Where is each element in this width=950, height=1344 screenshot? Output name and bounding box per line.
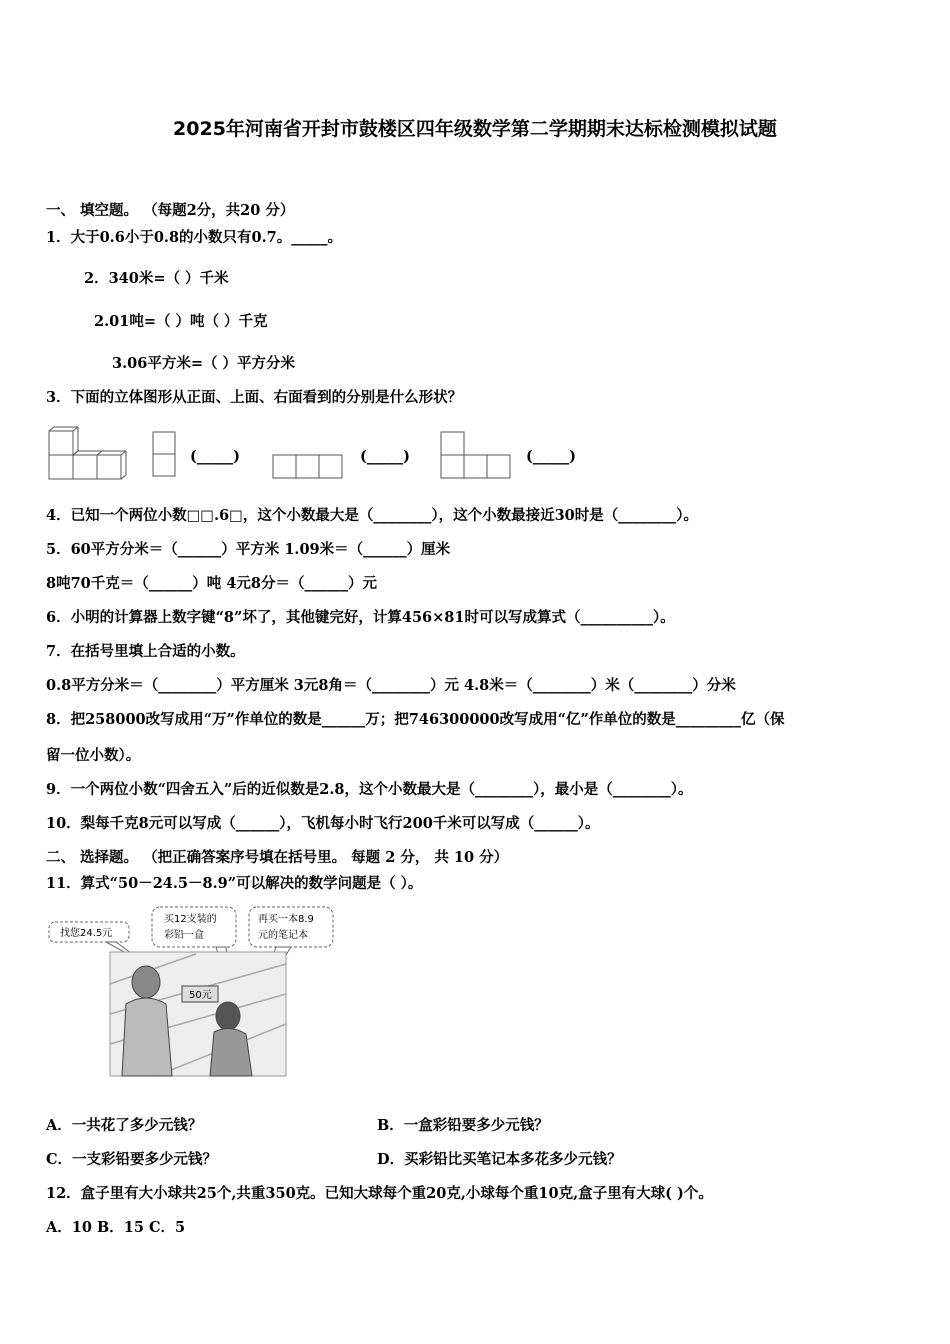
question-11: 11．算式“50－24.5－8.9”可以解决的数学问题是（ ）。 bbox=[46, 875, 423, 892]
section-2-heading: 二、 选择题。 （把正确答案序号填在括号里。 每题 2 分， 共 10 分） bbox=[46, 849, 509, 866]
option-d: D．买彩铅比买笔记本多花多少元钱？ bbox=[377, 1151, 622, 1168]
question-4: 4．已知一个两位小数□□.6□，这个小数最大是（________），这个小数最接近30时是（________）。 bbox=[46, 507, 699, 524]
question-12-options: A．10 B．15 C．5 bbox=[46, 1219, 186, 1236]
question-2b: 2.01吨=（ ）吨（ ）千克 bbox=[94, 313, 268, 330]
section-1-heading: 一、 填空题。 （每题2分，共20 分） bbox=[46, 202, 295, 219]
question-10: 10．梨每千克8元可以写成（______），飞机每小时飞行200千米可以写成（______）。 bbox=[46, 815, 600, 832]
question-6: 6．小明的计算器上数字键“8”坏了，其他键完好，计算456×81时可以写成算式（__________）。 bbox=[46, 609, 675, 626]
solid-figure bbox=[48, 426, 128, 482]
banknote-label: 50元 bbox=[189, 990, 212, 1001]
shopping-illustration bbox=[46, 904, 346, 1080]
view-shape-3 bbox=[440, 431, 514, 479]
bubble-notebook-line2: 元的笔记本 bbox=[258, 930, 308, 941]
view-shape-2 bbox=[272, 454, 346, 480]
bubble-pencils-line1: 买12支装的 bbox=[164, 914, 217, 925]
question-1: 1．大于0.6小于0.8的小数只有0.7。_____。 bbox=[46, 229, 343, 246]
question-7b: 0.8平方分米＝（________）平方厘米 3元8角＝（________）元 4.8米＝（________）米（________）分米 bbox=[46, 677, 736, 694]
question-8b: 留一位小数）。 bbox=[46, 747, 141, 764]
page-title: 2025年河南省开封市鼓楼区四年级数学第二学期期末达标检测模拟试题 bbox=[173, 118, 777, 140]
question-5a: 5．60平方分米＝（______）平方米 1.09米＝（______）厘米 bbox=[46, 541, 451, 558]
bubble-pencils-line2: 彩铅一盒 bbox=[164, 930, 204, 941]
question-2c: 3.06平方米=（ ）平方分米 bbox=[112, 355, 296, 372]
question-12: 12．盒子里有大小球共25个,共重350克。已知大球每个重20克,小球每个重10克,盒子里有大球( )个。 bbox=[46, 1185, 713, 1202]
question-3: 3．下面的立体图形从正面、上面、右面看到的分别是什么形状？ bbox=[46, 389, 463, 406]
question-7: 7．在括号里填上合适的小数。 bbox=[46, 643, 245, 660]
answer-blank-top: (_____) bbox=[360, 448, 410, 465]
option-b: B．一盒彩铅要多少元钱？ bbox=[377, 1117, 549, 1134]
answer-blank-right: (_____) bbox=[526, 448, 576, 465]
bubble-change: 找您24.5元 bbox=[60, 928, 113, 939]
question-9: 9．一个两位小数“四舍五入”后的近似数是2.8，这个小数最大是（________），最小是（________）。 bbox=[46, 781, 693, 798]
bubble-notebook-line1: 再买一本8.9 bbox=[258, 914, 314, 925]
option-a: A．一共花了多少元钱？ bbox=[46, 1117, 203, 1134]
question-8a: 8．把258000改写成用“万”作单位的数是______万；把746300000改写成用“亿”作单位的数是_________亿（保 bbox=[46, 711, 785, 728]
option-c: C．一支彩铅要多少元钱？ bbox=[46, 1151, 218, 1168]
answer-blank-front: (_____) bbox=[190, 448, 240, 465]
question-2a: 2．340米=（ ）千米 bbox=[84, 270, 229, 287]
view-shape-1 bbox=[152, 431, 178, 479]
question-5b: 8吨70千克＝（______）吨 4元8分＝（______）元 bbox=[46, 575, 377, 592]
